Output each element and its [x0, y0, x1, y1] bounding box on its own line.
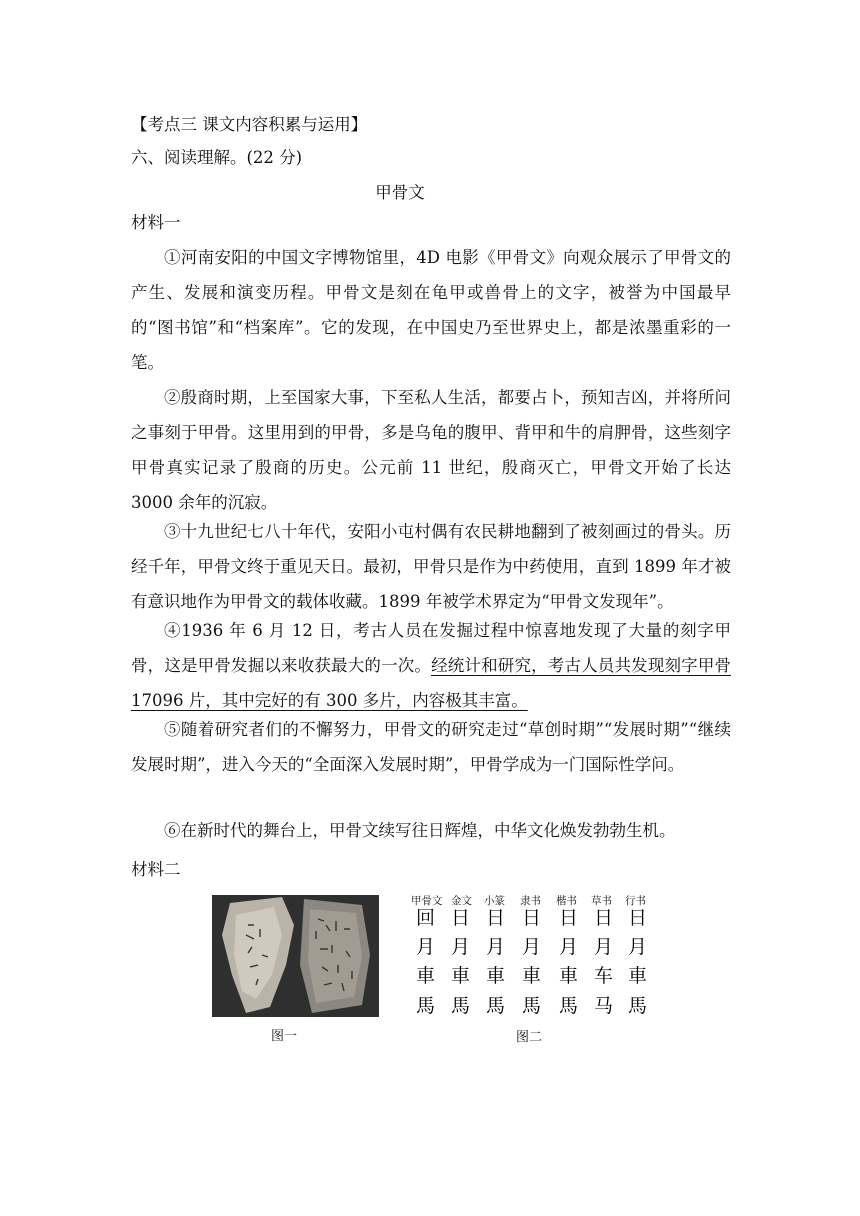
paragraph-1: ①河南安阳的中国文字博物馆里，4D 电影《甲骨文》向观众展示了甲骨文的产生、发展和演变历程。甲骨文是刻在龟甲或兽骨上的文字，被誉为中国最早的“图书馆”和“档案库”。它的发现，在中国史乃至世界史上，都是浓墨重彩的一笔。 — [131, 248, 731, 372]
glyph-ma-seal: 馬 — [486, 995, 506, 1017]
glyph-che-cursive: 车 — [594, 965, 614, 987]
glyph-ri-cursive: 日 — [594, 907, 614, 929]
glyph-ri-seal: 日 — [486, 907, 506, 929]
glyph-ma-bronze: 馬 — [451, 995, 471, 1017]
glyph-ri-bronze: 日 — [451, 907, 471, 929]
glyph-che-bronze: 車 — [451, 965, 471, 987]
paragraph-3: ③十九世纪七八十年代，安阳小屯村偶有农民耕地翻到了被刻画过的骨头。历经千年，甲骨文终于重见天日。最初，甲骨只是作为中药使用，直到 1899 年才被有意识地作为甲骨文的载体收藏。1899 年被学术界定为“甲骨文发现年”。 — [131, 522, 731, 611]
script-header-clerical: 隶书 — [520, 895, 541, 907]
glyph-ma-clerical: 馬 — [522, 995, 542, 1017]
material-one-label: 材料一 — [131, 213, 181, 232]
oracle-bone-photo — [212, 895, 379, 1017]
glyph-yue-bronze: 月 — [451, 936, 471, 958]
paragraph-2: ②殷商时期，上至国家大事，下至私人生活，都要占卜，预知吉凶，并将所问之事刻于甲骨。这里用到的甲骨，多是乌龟的腹甲、背甲和牛的肩胛骨，这些刻字甲骨真实记录了殷商的历史。公元前 11 世纪，殷商灭亡，甲骨文开始了长达 3000 余年的沉寂。 — [131, 388, 731, 512]
glyph-yue-clerical: 月 — [522, 936, 542, 958]
glyph-ma-cursive: 马 — [594, 995, 614, 1017]
glyph-che-seal: 車 — [486, 965, 506, 987]
script-header-cursive: 草书 — [591, 895, 612, 907]
glyph-che-regular: 車 — [559, 965, 579, 987]
glyph-yue-regular: 月 — [559, 936, 579, 958]
glyph-ri-oracle: 回 — [416, 907, 436, 929]
glyph-yue-oracle: 月 — [416, 936, 436, 958]
figure-2-caption: 图二 — [516, 1030, 543, 1045]
article-title: 甲骨文 — [375, 183, 425, 202]
glyph-ma-oracle: 馬 — [416, 995, 436, 1017]
question-title: 六、阅读理解。(22 分) — [131, 148, 303, 167]
paragraph-4 — [131, 613, 731, 718]
glyph-ri-regular: 日 — [559, 907, 579, 929]
paragraph-6: ⑥在新时代的舞台上，甲骨文续写往日辉煌，中华文化焕发勃勃生机。 — [164, 821, 676, 840]
paragraph-4-text: ④1936 年 6 月 12 日，考古人员在发掘过程中惊喜地发现了大量的刻字甲骨，这是甲骨发掘以来收获最大的一次。 — [131, 621, 731, 675]
script-header-oracle: 甲骨文 — [411, 895, 443, 907]
glyph-ri-running: 日 — [628, 907, 648, 929]
section-heading: 【考点三 课文内容积累与运用】 — [131, 115, 368, 134]
script-header-running: 行书 — [625, 895, 646, 907]
glyph-yue-running: 月 — [628, 936, 648, 958]
script-header-regular: 楷书 — [556, 895, 577, 907]
glyph-ma-regular: 馬 — [559, 995, 579, 1017]
glyph-che-clerical: 車 — [522, 965, 542, 987]
glyph-che-running: 車 — [628, 965, 648, 987]
figure-1-caption: 图一 — [271, 1029, 298, 1044]
glyph-ri-clerical: 日 — [522, 907, 542, 929]
glyph-yue-seal: 月 — [486, 936, 506, 958]
paragraph-5: ⑤随着研究者们的不懈努力，甲骨文的研究走过“草创时期”“发展时期”“继续发展时期”，进入今天的“全面深入发展时期”，甲骨学成为一门国际性学问。 — [131, 720, 731, 774]
glyph-che-oracle: 車 — [416, 965, 436, 987]
script-header-small-seal: 小篆 — [484, 895, 505, 907]
paragraph-4-underlined: 经统计和研究，考古人员共发现刻字甲骨 17096 片，其中完好的有 300 多片，内容极其丰富。 — [131, 656, 732, 710]
material-two-label: 材料二 — [131, 860, 181, 879]
glyph-yue-cursive: 月 — [594, 936, 614, 958]
glyph-ma-running: 馬 — [628, 995, 648, 1017]
script-header-bronze: 金文 — [451, 895, 472, 907]
